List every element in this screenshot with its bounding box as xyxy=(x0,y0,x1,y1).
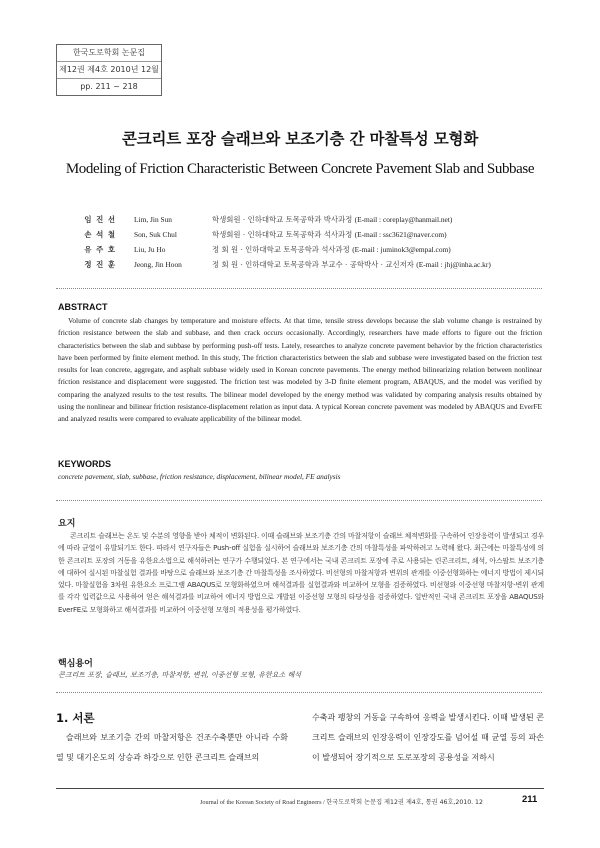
footer-journal-en: Journal of the Korean Society of Road Engineers / xyxy=(200,799,327,806)
journal-info-box xyxy=(56,44,162,96)
author-name-en: Son, Suk Chul xyxy=(134,230,177,239)
divider xyxy=(56,288,542,289)
title-english: Modeling of Friction Characteristic Between Concrete Pavement Slab and Subbase xyxy=(65,161,535,177)
journal-pages: pp. 211 ~ 218 xyxy=(80,82,138,91)
author-list xyxy=(76,212,576,272)
affiliation-text: 학생회원 · 인하대학교 토목공학과 석사과정 xyxy=(212,230,353,239)
affiliation-text: 정 회 원 · 인하대학교 토목공학과 부교수 · 공학박사 · 교신저자 xyxy=(212,260,414,269)
author-name-en: Jeong, Jin Hoon xyxy=(134,260,182,269)
author-name-ko: 유 주 호 xyxy=(84,245,116,254)
author-email: (E-mail : juminok3@empal.com) xyxy=(352,245,451,254)
title-korean: 콘크리트 포장 슬래브와 보조기층 간 마찰특성 모형화 xyxy=(121,130,479,148)
author-row xyxy=(76,227,576,242)
author-affiliation xyxy=(212,212,452,227)
author-name-en: Liu, Ju Ho xyxy=(134,245,166,254)
author-row xyxy=(76,242,576,257)
section-heading: 1. 서론 xyxy=(56,711,95,725)
affiliation-text: 학생회원 · 인하대학교 토목공학과 박사과정 xyxy=(212,215,353,224)
author-affiliation xyxy=(212,227,447,242)
author-affiliation xyxy=(212,257,491,272)
keywords-ko-heading: 핵심용어 xyxy=(58,659,93,669)
author-email: (E-mail : coreplay@hanmail.net) xyxy=(354,215,453,224)
yoji-text: 콘크리트 슬래브는 온도 및 수분의 영향을 받아 체적이 변화된다. 이때 슬래브와 보조기층 간의 마찰저항이 슬래브 체적변화를 구속하여 인장응력이 발생되고 경우에 따라 균열이 유발되기도 한다. 따라서 연구자들은 Push-off 실험을 실시하여 슬래브와 보조기층 간의 마찰특성을 파악하려고 노력해 왔다. 최근에는 마찰특성에 의한 콘크리트 포장의 거동을 유한요소법으로 해석하려는 연구가 수행되었다. 본 연구에서는 국내 콘크리트 포장에 주로 사용되는 린콘크리트, 쇄석, 아스팔트 보조기층에 대하여 실시된 마찰실험 결과를 바탕으로 슬래브와 보조기층 간 마찰특성을 조사하였다. 비선형의 마찰저항과 변위의 관계를 이중선형화하는 에너지 방법이 제시되었다. 마찰실험을 3차원 유한요소 프로그램 ABAQUS로 모형화하였으며 해석결과를 실험결과와 비교하여 모형을 검증하였다. 비선형와 이중선형 마찰저항-변위 관계를 각각 입력값으로 사용하여 얻은 해석결과를 비교하여 에너지 방법으로 개발된 이중선형 모형의 타당성을 검증하였다. 일반적인 국내 콘크리트 포장을 ABAQUS와 EverFE로 모형화하고 해석결과를 비교하여 이중선형 모형의 적용성을 평가하였다. xyxy=(58,532,544,614)
author-name-ko: 손 석 철 xyxy=(84,230,116,239)
author-email: (E-mail : ssc3621@naver.com) xyxy=(354,230,447,239)
abstract-text: Volume of concrete slab changes by temperature and moisture effects. At that time, tensile stress develops because the slab volume change is restrained by friction resistance between the slab and subbase, and then crack occurs occasionally. Accordingly, researchers have made efforts to figure out the friction characteristics between the slab and subbase by performing push-off tests. Lately, researches to analyze concrete pavement behavior by the friction characteristics have been performed by finite element method. In this study, The friction characteristics between the slab and subbase were investigated based on the friction test results for lean concrete, aggregate, and asphalt subbase widely used in Korean concrete pavements. The energy method bilinearizing relation between nonlinear friction resistance and displacement were suggested. The friction test was modeled by 3-D finite element program, ABAQUS, and the model was verified by comparing the analyzed results to the test results. The bilinear model developed by the energy method was validated by comparing analysis results obtained by using the nonlinear and bilinear friction resistance-displacement relation as input data. A typical Korean concrete pavement was modeled by ABAQUS and EverFE and analyzed results were compared to evaluate applicability of the bilinear model. xyxy=(58,316,542,424)
divider xyxy=(56,692,542,693)
abstract-heading: ABSTRACT xyxy=(58,302,108,312)
body-column-left: 슬래브와 보조기층 간의 마찰저항은 건조수축뿐만 아니라 수화열 및 대기온도의 상승과 하강으로 인한 콘크리트 슬래브의 xyxy=(56,733,288,762)
author-row xyxy=(76,212,576,227)
affiliation-text: 정 회 원 · 인하대학교 토목공학과 석사과정 xyxy=(212,245,350,254)
keywords-ko-text: 콘크리트 포장, 슬래브, 보조기층, 마찰저항, 변위, 이중선형 모형, 유한요소 해석 xyxy=(58,671,301,679)
page-number: 211 xyxy=(522,794,538,805)
journal-volume: 제12권 제4호 2010년 12월 xyxy=(57,62,161,79)
footer-journal xyxy=(200,797,483,806)
footer-rule xyxy=(56,788,544,789)
author-affiliation xyxy=(212,242,451,257)
author-name-ko: 정 진 훈 xyxy=(84,260,116,269)
keywords-heading: KEYWORDS xyxy=(58,459,112,469)
keywords-text: concrete pavement, slab, subbase, friction resistance, displacement, bilinear model, FE analysis xyxy=(58,472,341,481)
body-column-right: 수축과 팽창의 거동을 구속하여 응력을 발생시킨다. 이때 발생된 콘크리트 슬래브의 인장응력이 인장강도를 넘어설 때 균열 등의 파손이 발생되어 장기적으로 도로포장의 공용성을 저하시 xyxy=(312,713,544,762)
yoji-heading: 요지 xyxy=(58,519,76,529)
author-name-en: Lim, Jin Sun xyxy=(134,215,172,224)
journal-name: 한국도로학회 논문집 xyxy=(57,45,161,62)
author-row xyxy=(76,257,576,272)
divider xyxy=(56,500,542,501)
author-email: (E-mail : jhj@inha.ac.kr) xyxy=(416,260,491,269)
footer-journal-ko: 한국도로학회 논문집 제12권 제4호, 통권 46호,2010. 12 xyxy=(326,799,483,806)
author-name-ko: 임 진 선 xyxy=(84,215,116,224)
